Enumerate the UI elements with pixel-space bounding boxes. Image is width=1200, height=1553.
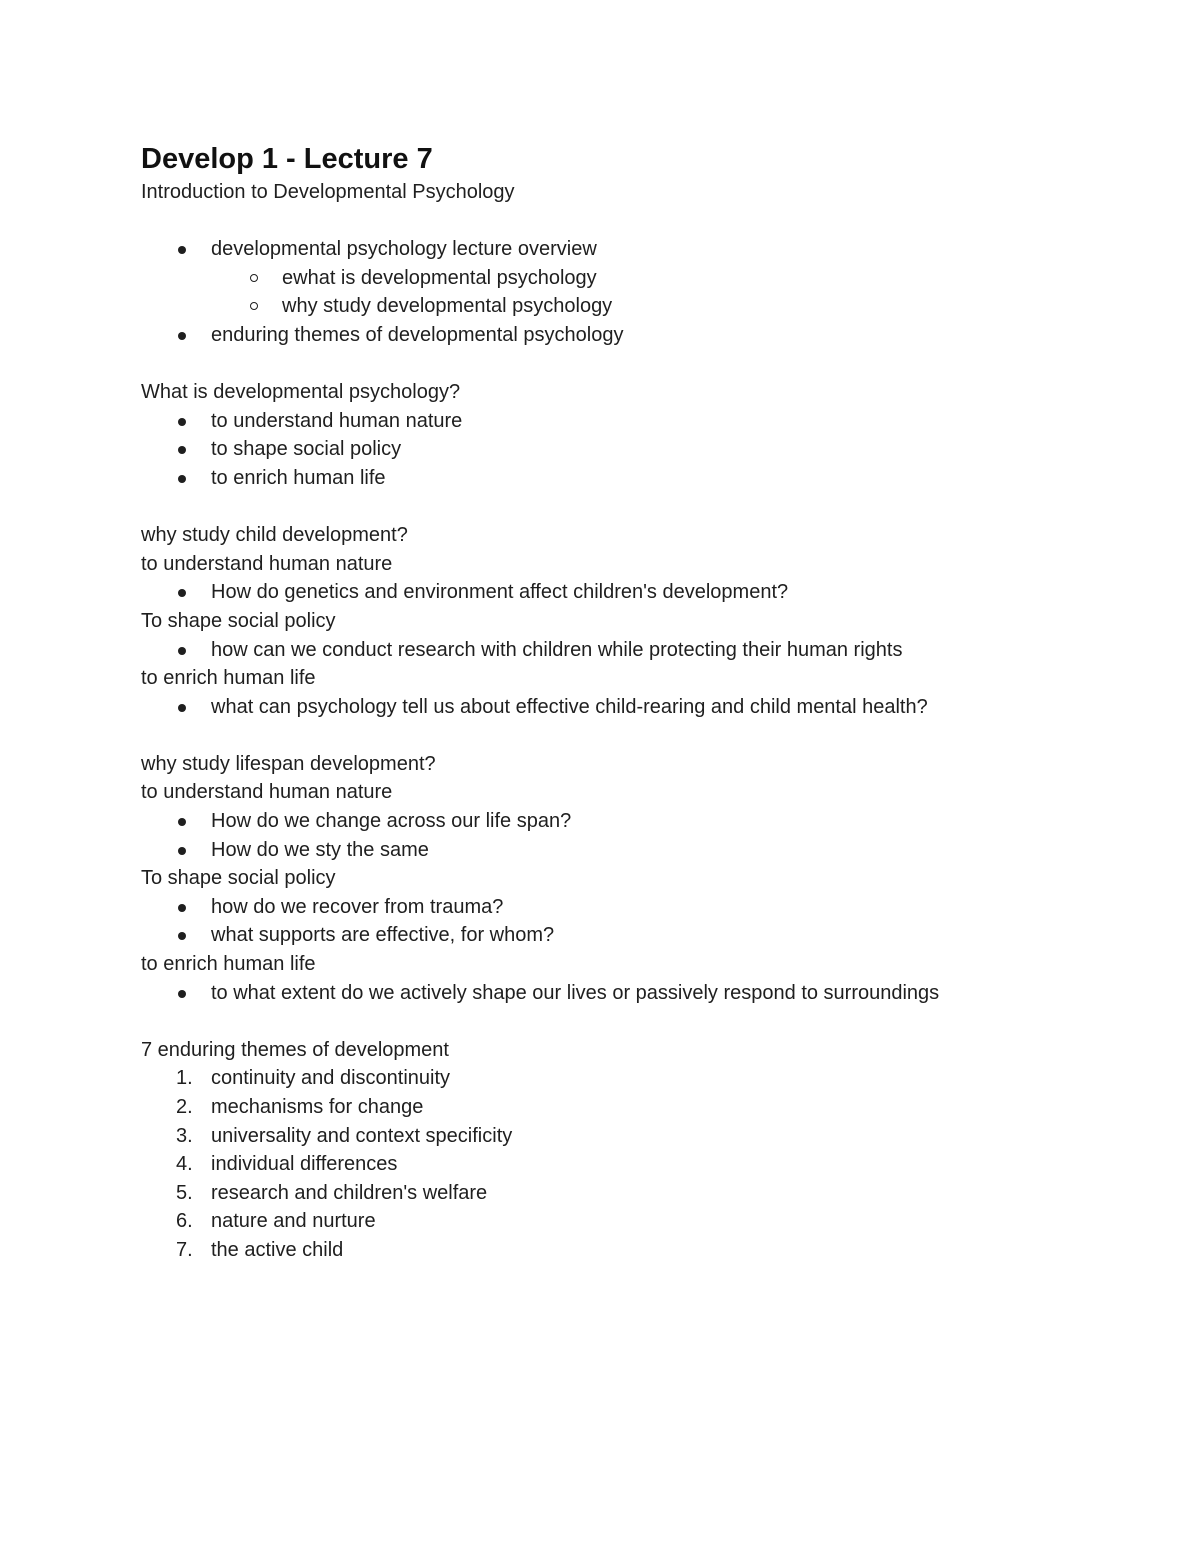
- list-item: why study developmental psychology: [141, 292, 1081, 321]
- bullet-icon: [178, 332, 186, 340]
- list-item: 7. the active child: [141, 1236, 1081, 1265]
- bullet-icon: [178, 818, 186, 826]
- child-list-3: [141, 693, 1081, 722]
- list-number: 4.: [176, 1153, 193, 1176]
- bullet-icon: [178, 475, 186, 483]
- bullet-icon: [178, 932, 186, 940]
- group-label: to enrich human life: [141, 953, 316, 976]
- list-item: 5. research and children's welfare: [141, 1179, 1081, 1208]
- list-item: developmental psychology lecture overview: [141, 235, 1081, 264]
- child-list-1: [141, 578, 1081, 607]
- overview-list: [141, 235, 1081, 349]
- document-title: Develop 1 - Lecture 7: [141, 143, 433, 175]
- list-number: 6.: [176, 1210, 193, 1233]
- bullet-icon: [178, 704, 186, 712]
- bullet-icon: [178, 589, 186, 597]
- bullet-icon: [178, 446, 186, 454]
- spacer: [141, 493, 1081, 522]
- section-heading: why study child development?: [141, 524, 408, 547]
- bullet-icon: [178, 246, 186, 254]
- list-number: 7.: [176, 1238, 193, 1261]
- bullet-icon: [178, 990, 186, 998]
- list-item: How do genetics and environment affect children's development?: [141, 578, 1081, 607]
- group-label: to understand human nature: [141, 552, 393, 575]
- list-number: 2.: [176, 1096, 193, 1118]
- list-item: how do we recover from trauma?: [141, 893, 1081, 922]
- bullet-icon: [178, 847, 186, 855]
- what-is-list: [141, 407, 1081, 493]
- group-label: To shape social policy: [141, 867, 336, 890]
- lifespan-list-2: [141, 893, 1081, 950]
- document-page: [141, 140, 1081, 1265]
- bullet-icon: [178, 904, 186, 912]
- list-item: How do we change across our life span?: [141, 807, 1081, 836]
- lifespan-list-1: [141, 807, 1081, 864]
- list-item: to what extent do we actively shape our lives or passively respond to surroundings: [141, 979, 1081, 1008]
- list-number: 3.: [176, 1124, 193, 1147]
- themes-list: [141, 1064, 1081, 1264]
- child-list-2: [141, 636, 1081, 665]
- spacer: [141, 721, 1081, 750]
- list-item: 4. individual differences: [141, 1150, 1081, 1179]
- section-heading: What is developmental psychology?: [141, 381, 461, 404]
- list-item: what supports are effective, for whom?: [141, 921, 1081, 950]
- group-label: To shape social policy: [141, 609, 336, 632]
- bullet-icon: [178, 418, 186, 426]
- section-heading: 7 enduring themes of development: [141, 1038, 449, 1061]
- spacer: [141, 350, 1081, 379]
- list-item: How do we sty the same: [141, 836, 1081, 865]
- group-label: to enrich human life: [141, 667, 316, 690]
- list-number: 1.: [176, 1067, 193, 1090]
- list-number: 5.: [176, 1181, 193, 1204]
- hollow-bullet-icon: [250, 274, 258, 282]
- list-item: to shape social policy: [141, 435, 1081, 464]
- list-item: enduring themes of developmental psychology: [141, 321, 1081, 350]
- list-item: 2. mechanisms for change: [141, 1093, 1081, 1122]
- spacer: [141, 207, 1081, 236]
- lifespan-list-3: [141, 979, 1081, 1008]
- list-item: what can psychology tell us about effective child-rearing and child mental health?: [141, 693, 1081, 722]
- group-label: to understand human nature: [141, 781, 393, 804]
- list-item: 6. nature and nurture: [141, 1207, 1081, 1236]
- hollow-bullet-icon: [250, 302, 258, 310]
- document-subtitle: Introduction to Developmental Psychology: [141, 181, 515, 203]
- list-item: to understand human nature: [141, 407, 1081, 436]
- spacer: [141, 1007, 1081, 1036]
- list-item: ewhat is developmental psychology: [141, 264, 1081, 293]
- list-item: 3. universality and context specificity: [141, 1122, 1081, 1151]
- bullet-icon: [178, 647, 186, 655]
- list-item: to enrich human life: [141, 464, 1081, 493]
- list-item: how can we conduct research with children while protecting their human rights: [141, 636, 1081, 665]
- list-item: 1. continuity and discontinuity: [141, 1064, 1081, 1093]
- section-heading: why study lifespan development?: [141, 752, 436, 775]
